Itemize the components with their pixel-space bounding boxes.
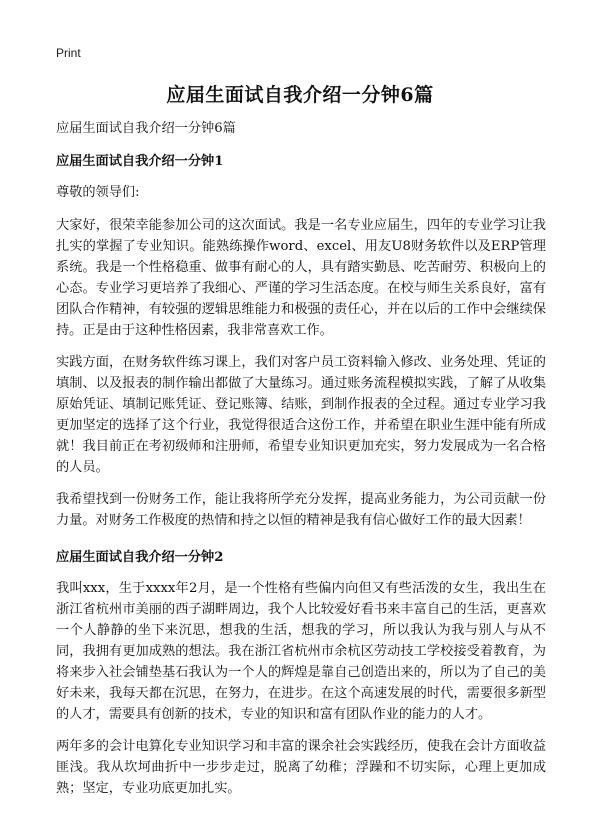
document-title: 应届生面试自我介绍一分钟6篇 — [166, 84, 434, 106]
section-heading-2: 应届生面试自我介绍一分钟2 — [56, 550, 224, 565]
section-heading-1: 应届生面试自我介绍一分钟1 — [56, 154, 224, 169]
document-body — [56, 118, 546, 810]
paragraph: 两年多的会计电算化专业知识学习和丰富的课余社会实践经历，使我在会计方面收益匪浅。我从坎坷曲折中一步步走过，脱离了幼稚；浮躁和不切实际，心理上更加成熟；坚定，专业功底更加扎实。 — [56, 739, 546, 796]
print-label: Print — [56, 46, 81, 60]
paragraph: 我希望找到一份财务工作，能让我将所学充分发挥，提高业务能力，为公司贡献一份力量。对财务工作极度的热情和持之以恒的精神是我有信心做好工作的最大因素！ — [56, 492, 546, 528]
paragraph: 大家好，很荣幸能参加公司的这次面试。我是一名专业应届生，四年的专业学习让我扎实的掌握了专业知识。能熟练操作word、excel、用友U8财务软件以及ERP管理系统。我是一个性格稳重、做事有耐心的人，具有踏实勤恳、吃苦耐劳、积极向上的心态。专业学习更培养了我细心、严谨的学习生活态度。在校与师生关系良好，富有团队合作精神，有较强的逻辑思维能力和极强的责任心，并在以后的工作中会继续保持。正是由于这种性格因素，我非常喜欢工作。 — [56, 218, 546, 338]
paragraph: 我叫xxx，生于xxxx年2月，是一个性格有些偏内向但又有些活泼的女生，我出生在浙江省杭州市美丽的西子湖畔周边，我个人比较爱好看书来丰富自己的生活，更喜欢一个人静静的坐下来沉思，想我的生活，想我的学习，所以我认为我与别人与从不同，我拥有更加成熟的想法。我在浙江省杭州市余杭区劳动技工学校接受着教育，为将来步入社会铺垫基石我认为一个人的辉煌是靠自己创造出来的，所以为了自己的美好未来，我每天都在沉思，在努力，在进步。在这个高速发展的时代，需要很多新型的人才，需要具有创新的技术，专业的知识和富有团队作业的能力的人才。 — [56, 581, 546, 722]
document-subtitle: 应届生面试自我介绍一分钟6篇 — [56, 121, 236, 136]
greeting: 尊敬的领导们: — [56, 185, 140, 200]
paragraph: 实践方面，在财务软件练习课上，我们对客户员工资料输入修改、业务处理、凭证的填制、以及报表的制作输出都做了大量练习。通过账务流程模拟实践，了解了从收集原始凭证、填制记账凭证、登记账簿、结账，到制作报表的全过程。通过专业学习我更加坚定的选择了这个行业，我觉得很适合这份工作，并希望在职业生涯中能有所成就！我目前正在考初级师和注册师，希望专业知识更加充实，努力发展成为一名合格的人员。 — [56, 355, 546, 475]
